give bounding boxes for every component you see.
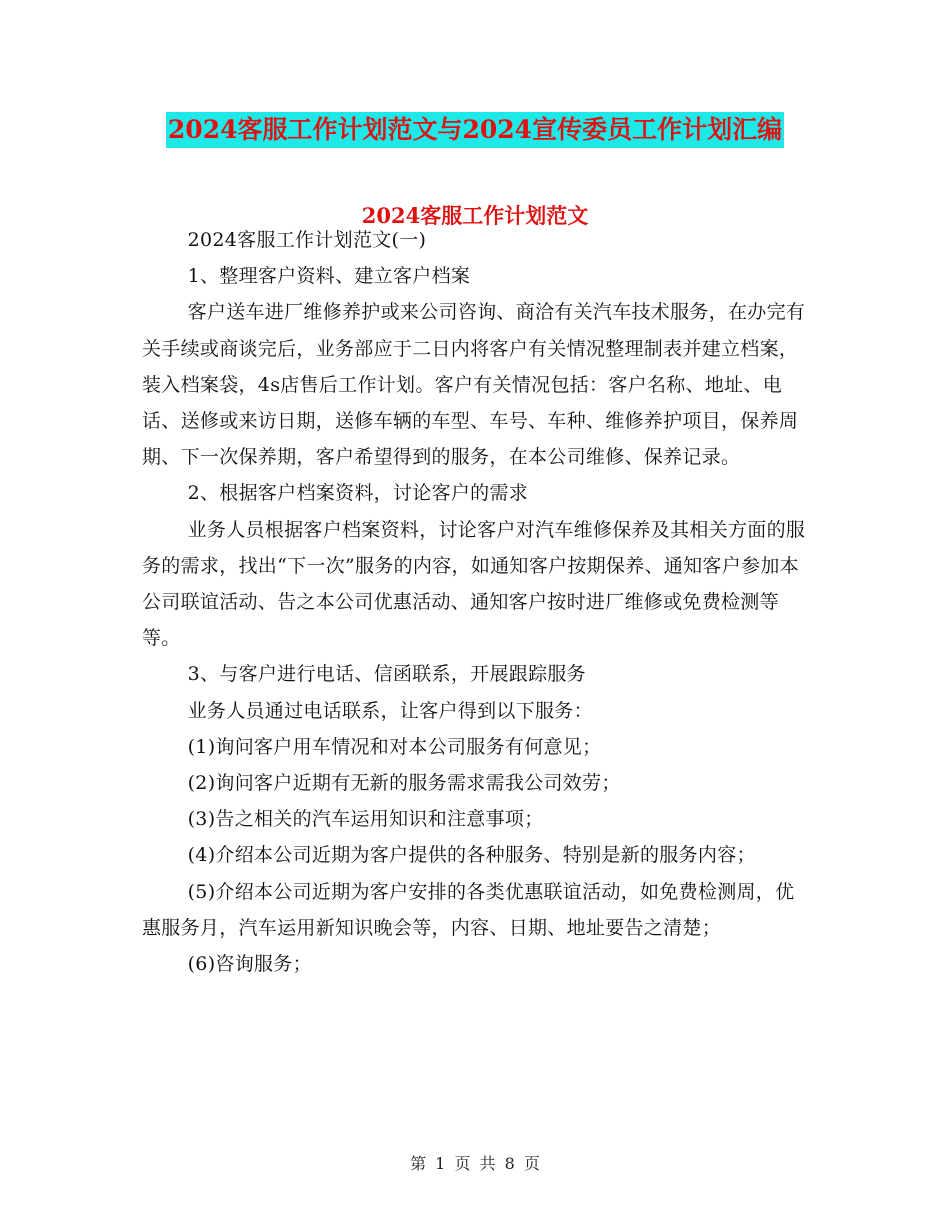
list-item: (5)介绍本公司近期为客户安排的各类优惠联谊活动，如免费检测周，优惠服务月，汽车运用新知识晚会等，内容、日期、地址要告之清楚； — [142, 880, 795, 939]
list-item: (6)咨询服务； — [187, 953, 312, 976]
paragraph: 业务人员通过电话联系，让客户得到以下服务： — [187, 699, 593, 722]
document-body — [142, 222, 812, 982]
list-item: (2)询问客户近期有无新的服务需求需我公司效劳； — [187, 772, 621, 795]
paragraph: 客户送车进厂维修养护或来公司咨询、商洽有关汽车技术服务，在办完有关手续或商谈完后，业务部应于二日内将客户有关情况整理制表并建立档案，装入档案袋，4s店售后工作计划。客户有关情况包括：客户名称、地址、电话、送修或来访日期，送修车辆的车型、车号、车种、维修养护项目，保养周期、下一次保养期，客户希望得到的服务，在本公司维修、保养记录。 — [142, 301, 806, 469]
paragraph: 2024客服工作计划范文(一) — [187, 229, 427, 251]
paragraph: 3、与客户进行电话、信函联系，开展跟踪服务 — [187, 663, 586, 686]
document-title: 2024客服工作计划范文与2024宣传委员工作计划汇编 — [166, 112, 784, 148]
paragraph: 业务人员根据客户档案资料，讨论客户对汽车维修保养及其相关方面的服务的需求，找出“下一次”服务的内容，如通知客户按期保养、通知客户参加本公司联谊活动、告之本公司优惠活动、通知客户按时进厂维修或免费检测等等。 — [142, 518, 806, 650]
section-heading: 2024客服工作计划范文 — [361, 203, 589, 228]
page-footer: 第 1 页 共 8 页 — [410, 1154, 540, 1173]
list-item: (3)告之相关的汽车运用知识和注意事项； — [187, 808, 544, 831]
document-title-wrap — [0, 112, 950, 148]
list-item: (1)询问客户用车情况和对本公司服务有何意见； — [187, 735, 602, 758]
paragraph: 1、整理客户资料、建立客户档案 — [187, 265, 471, 288]
list-item: (4)介绍本公司近期为客户提供的各种服务、特别是新的服务内容； — [187, 844, 756, 867]
paragraph: 2、根据客户档案资料，讨论客户的需求 — [187, 482, 529, 505]
